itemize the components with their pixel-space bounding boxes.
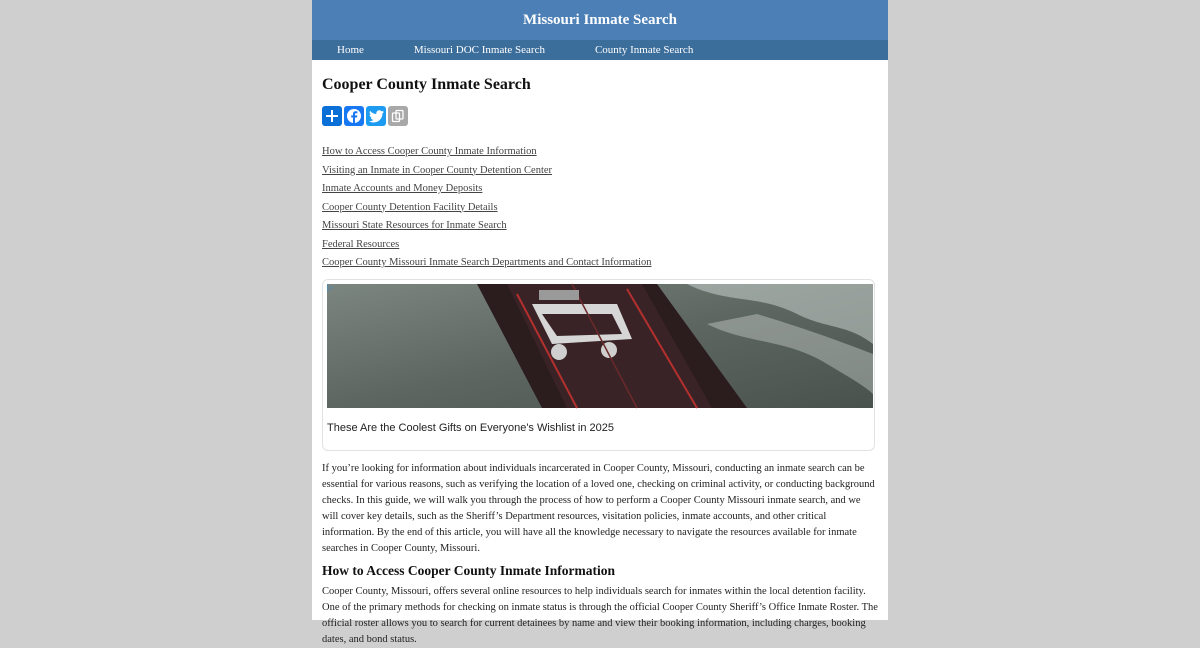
nav-county-inmate-search[interactable]: County Inmate Search [594, 44, 694, 56]
page-title: Cooper County Inmate Search [322, 76, 531, 93]
toc-link-state-resources[interactable]: Missouri State Resources for Inmate Search [322, 220, 507, 231]
site-title-link[interactable]: Missouri Inmate Search [523, 11, 677, 28]
toc-link-access-info[interactable]: How to Access Cooper County Inmate Information [322, 146, 537, 157]
share-buttons [322, 106, 878, 126]
nav-home[interactable]: Home [337, 44, 364, 56]
site-header [312, 0, 888, 40]
advertisement-box[interactable] [322, 279, 875, 451]
nav-missouri-doc-inmate-search[interactable]: Missouri DOC Inmate Search [413, 44, 545, 56]
page-container [312, 0, 888, 645]
section-paragraph: Cooper County, Missouri, offers several online resources to help individuals search for inmates within the local detention facility. One of the primary methods for checking on inmate status is through the official Cooper County Sheriff’s Office Inmate Roster. The official roster allows you to search for current detainees by name and view their booking information, including charges, booking dates, and bond status. [322, 585, 878, 645]
share-twitter-button[interactable] [366, 106, 386, 126]
intro-paragraph: If you’re looking for information about individuals incarcerated in Cooper County, Missouri, conducting an inmate search can be essential for various reasons, such as verifying the location of a loved one, checking on criminal activity, or conducting background checks. In this guide, we will walk you through the process of how to perform a Cooper County Missouri inmate search, and we will cover key details, such as the Sheriff’s Department resources, visitation policies, inmate accounts, and other critical information. By the end of this article, you will have all the knowledge necessary to navigate the resources available for inmate searches in Cooper County, Missouri. [322, 462, 875, 554]
twitter-icon [369, 110, 384, 123]
plus-share-icon [325, 109, 339, 123]
table-of-contents [322, 143, 878, 273]
ad-caption[interactable]: These Are the Coolest Gifts on Everyone's Wishlist in 2025 [327, 421, 615, 434]
share-plus-button[interactable] [322, 106, 342, 126]
toc-link-inmate-accounts[interactable]: Inmate Accounts and Money Deposits [322, 183, 483, 194]
copy-link-button[interactable] [388, 106, 408, 126]
main-content [312, 76, 888, 648]
toc-link-visiting[interactable]: Visiting an Inmate in Cooper County Detention Center [322, 164, 553, 176]
section-heading-access-info: How to Access Cooper County Inmate Information [322, 562, 615, 578]
copy-link-icon [391, 109, 405, 123]
ad-choices-icon[interactable]: ▷ [327, 282, 334, 292]
main-navigation [312, 40, 888, 60]
share-facebook-button[interactable] [344, 106, 364, 126]
ad-image[interactable] [327, 284, 873, 408]
ad-boat-photo [327, 284, 873, 408]
facebook-icon [346, 108, 362, 124]
toc-link-federal-resources[interactable]: Federal Resources [322, 238, 400, 250]
toc-link-departments-contact[interactable]: Cooper County Missouri Inmate Search Departments and Contact Information [322, 257, 652, 268]
toc-link-facility-details[interactable]: Cooper County Detention Facility Details [322, 201, 498, 213]
